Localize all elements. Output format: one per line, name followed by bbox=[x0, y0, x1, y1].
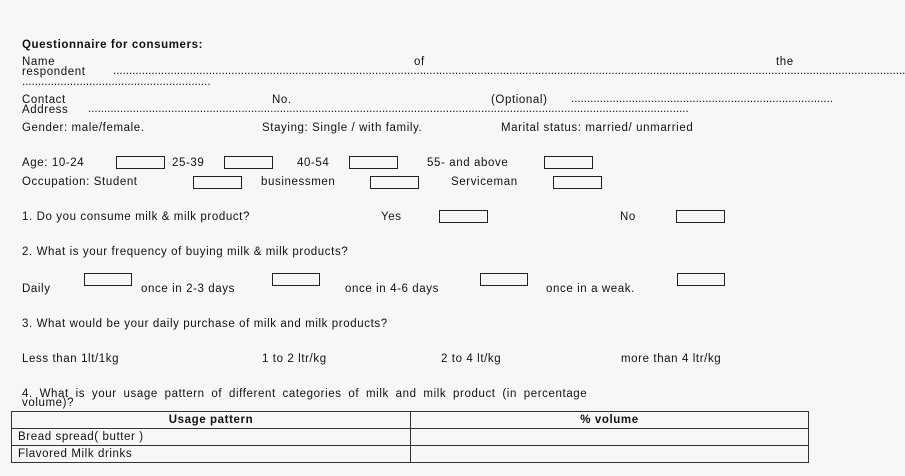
gender-line: Gender: male/female. bbox=[22, 122, 145, 134]
q3-option-2-4: 2 to 4 lt/kg bbox=[441, 353, 502, 365]
age-10-24-checkbox[interactable] bbox=[116, 156, 165, 169]
volume-cell[interactable] bbox=[411, 429, 809, 446]
marital-line: Marital status: married/ unmarried bbox=[501, 122, 694, 134]
q3-option-less-1: Less than 1lt/1kg bbox=[22, 353, 120, 365]
age-label: Age: 10-24 bbox=[22, 157, 85, 169]
q2-weak-checkbox[interactable] bbox=[677, 273, 725, 286]
staying-line: Staying: Single / with family. bbox=[262, 122, 423, 134]
q4-text-line2: volume)? bbox=[22, 397, 75, 409]
age-40-54-label: 40-54 bbox=[297, 157, 330, 169]
usage-table-header bbox=[12, 412, 809, 429]
q1-no-checkbox[interactable] bbox=[676, 210, 725, 223]
age-40-54-checkbox[interactable] bbox=[349, 156, 398, 169]
occupation-serviceman-label: Serviceman bbox=[451, 176, 518, 188]
occupation-businessmen-checkbox[interactable] bbox=[370, 176, 419, 189]
q3-text: 3. What would be your daily purchase of milk and milk products? bbox=[22, 318, 388, 330]
contact-no-label: No. bbox=[272, 94, 292, 106]
q2-2-3-days-label: once in 2-3 days bbox=[141, 283, 235, 295]
occupation-serviceman-checkbox[interactable] bbox=[553, 176, 602, 189]
contact-no-field[interactable]: .................................................................................. bbox=[571, 93, 833, 105]
name-of-word: of bbox=[414, 56, 425, 68]
age-55-label: 55- and above bbox=[427, 157, 509, 169]
usage-cell: Flavored Milk drinks bbox=[12, 446, 411, 463]
q2-text: 2. What is your frequency of buying milk & milk products? bbox=[22, 246, 349, 258]
age-25-39-checkbox[interactable] bbox=[224, 156, 273, 169]
q2-4-6-days-label: once in 4-6 days bbox=[345, 283, 439, 295]
q1-text: 1. Do you consume milk & milk product? bbox=[22, 211, 250, 223]
address-field[interactable]: ............................................................................................................................................................................................ bbox=[88, 103, 689, 115]
address-label: Address bbox=[22, 104, 69, 116]
q4-text-line1: 4. What is your usage pattern of different categories of milk and milk product (in percentage bbox=[22, 388, 588, 400]
age-25-39-label: 25-39 bbox=[172, 157, 205, 169]
occupation-label: Occupation: Student bbox=[22, 176, 138, 188]
occupation-businessmen-label: businessmen bbox=[261, 176, 336, 188]
respondent-name-field[interactable]: ........................................................................................................................................................................................................................................................ bbox=[113, 65, 905, 77]
q3-option-more-4: more than 4 ltr/kg bbox=[621, 353, 722, 365]
usage-pattern-header: Usage pattern bbox=[12, 412, 411, 429]
usage-table bbox=[11, 411, 809, 463]
table-row bbox=[12, 446, 809, 463]
q2-daily-label: Daily bbox=[22, 283, 51, 295]
q1-yes-checkbox[interactable] bbox=[439, 210, 488, 223]
occupation-student-checkbox[interactable] bbox=[193, 176, 242, 189]
contact-optional-label: (Optional) bbox=[491, 94, 548, 106]
respondent-name-field-cont[interactable]: ........................................................... bbox=[22, 76, 211, 88]
q2-4-6-days-checkbox[interactable] bbox=[480, 273, 528, 286]
name-label: Name bbox=[22, 56, 56, 68]
q2-daily-checkbox[interactable] bbox=[84, 273, 132, 286]
q3-option-1-2: 1 to 2 ltr/kg bbox=[262, 353, 327, 365]
volume-cell[interactable] bbox=[411, 446, 809, 463]
age-55-checkbox[interactable] bbox=[544, 156, 593, 169]
respondent-label: respondent bbox=[22, 66, 86, 78]
table-row bbox=[12, 429, 809, 446]
contact-label: Contact bbox=[22, 94, 66, 106]
q1-no-label: No bbox=[620, 211, 636, 223]
q1-yes-label: Yes bbox=[381, 211, 402, 223]
usage-cell: Bread spread( butter ) bbox=[12, 429, 411, 446]
q2-weak-label: once in a weak. bbox=[546, 283, 635, 295]
q2-2-3-days-checkbox[interactable] bbox=[272, 273, 320, 286]
volume-header: % volume bbox=[411, 412, 809, 429]
form-title: Questionnaire for consumers: bbox=[22, 39, 204, 51]
name-the-word: the bbox=[776, 56, 794, 68]
